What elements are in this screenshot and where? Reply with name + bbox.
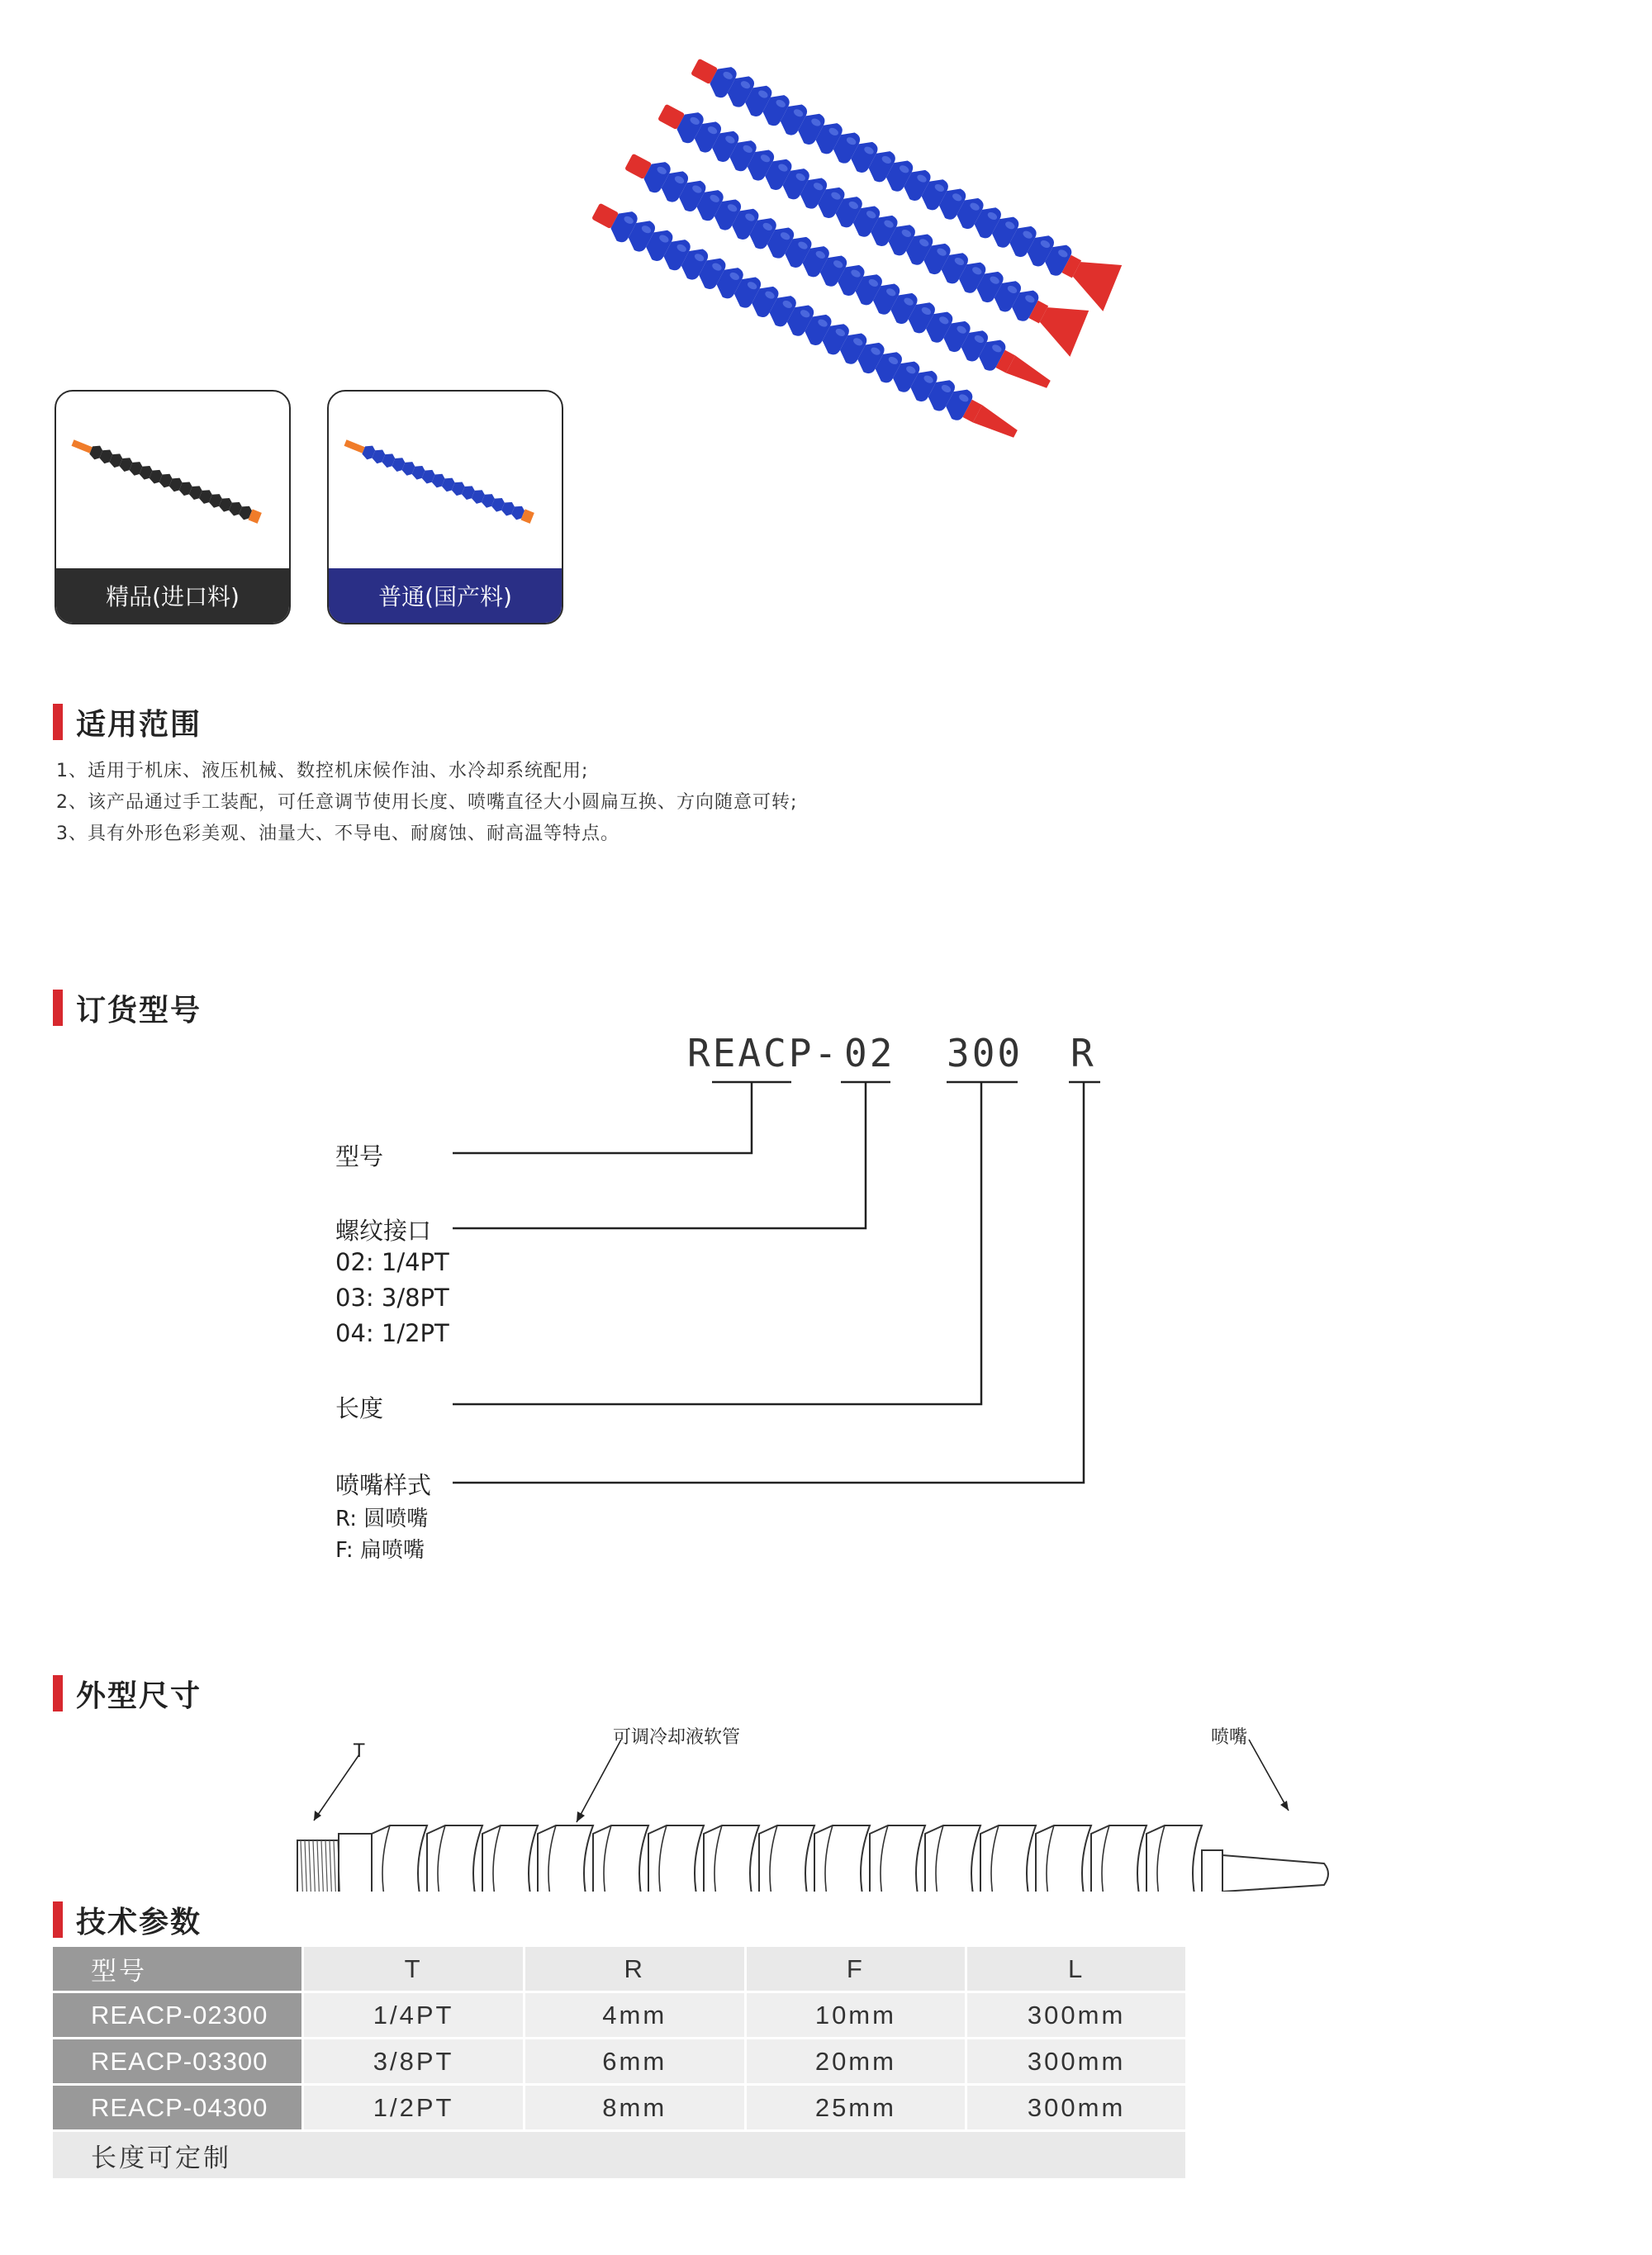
cell-f: 25mm: [745, 2085, 966, 2131]
cell-model: REACP-04300: [53, 2085, 303, 2131]
table-note: 长度可定制: [53, 2131, 1187, 2180]
cell-r: 4mm: [524, 1992, 745, 2039]
section-title: 订货型号: [76, 993, 202, 1028]
header-l: L: [966, 1947, 1187, 1992]
label-length: 长度: [335, 1394, 384, 1422]
table-row: [53, 1992, 1187, 2039]
variant-label-premium: 精品(进口料): [56, 568, 289, 623]
cell-l: 300mm: [966, 1992, 1187, 2039]
heading-accent-bar: [53, 1901, 63, 1938]
cell-f: 20mm: [745, 2039, 966, 2085]
section-title: 适用范围: [76, 707, 202, 742]
spec-table: [53, 1947, 1188, 2181]
dimension-label-nozzle: 喷嘴: [1211, 1727, 1248, 1748]
cell-r: 6mm: [524, 2039, 745, 2085]
code-length: 300: [947, 1031, 1023, 1075]
hose-outline-drawing: [281, 1735, 1388, 1892]
cell-model: REACP-03300: [53, 2039, 303, 2085]
cell-t: 3/8PT: [303, 2039, 525, 2085]
nozzle-option-r: R: 圆喷嘴: [335, 1507, 429, 1531]
cell-f: 10mm: [745, 1992, 966, 2039]
thread-option-03: 03: 3/8PT: [335, 1284, 449, 1312]
cell-t: 1/2PT: [303, 2085, 525, 2131]
section-title: 技术参数: [76, 1905, 202, 1939]
label-nozzle-style: 喷嘴样式: [335, 1471, 432, 1499]
cell-l: 300mm: [966, 2085, 1187, 2131]
code-thread: 02: [844, 1031, 895, 1075]
section-title: 外型尺寸: [76, 1678, 202, 1713]
thread-option-04: 04: 1/2PT: [335, 1319, 449, 1347]
scope-line-2: 2、该产品通过手工装配，可任意调节使用长度、喷嘴直径大小圆扁互换、方向随意可转;: [56, 792, 798, 813]
cell-t: 1/4PT: [303, 1992, 525, 2039]
section-heading-dimensions: [53, 1675, 202, 1711]
heading-accent-bar: [53, 1675, 63, 1711]
table-row: [53, 2039, 1187, 2085]
header-f: F: [745, 1947, 966, 1992]
label-thread: 螺纹接口: [335, 1217, 432, 1245]
header-t: T: [303, 1947, 525, 1992]
dimension-label-hose: 可调冷却液软管: [613, 1727, 741, 1748]
cell-r: 8mm: [524, 2085, 745, 2131]
label-model: 型号: [335, 1142, 384, 1170]
nozzle-option-f: F: 扁喷嘴: [335, 1538, 425, 1563]
code-nozzle: R: [1070, 1031, 1096, 1075]
dimension-label-thread: T: [354, 1741, 365, 1762]
cell-l: 300mm: [966, 2039, 1187, 2085]
header-model: 型号: [53, 1947, 303, 1992]
variant-label-standard: 普通(国产料): [329, 568, 562, 623]
thread-option-02: 02: 1/4PT: [335, 1248, 449, 1276]
cell-model: REACP-02300: [53, 1992, 303, 2039]
header-r: R: [524, 1947, 745, 1992]
scope-line-3: 3、具有外形色彩美观、油量大、不导电、耐腐蚀、耐高温等特点。: [56, 824, 620, 844]
table-row: [53, 2085, 1187, 2131]
section-heading-specs: [53, 1901, 202, 1938]
code-prefix: REACP-: [687, 1031, 840, 1075]
table-header-row: [53, 1947, 1187, 1992]
scope-line-1: 1、适用于机床、液压机械、数控机床候作油、水冷却系统配用;: [56, 761, 589, 781]
table-note-row: [53, 2131, 1187, 2180]
